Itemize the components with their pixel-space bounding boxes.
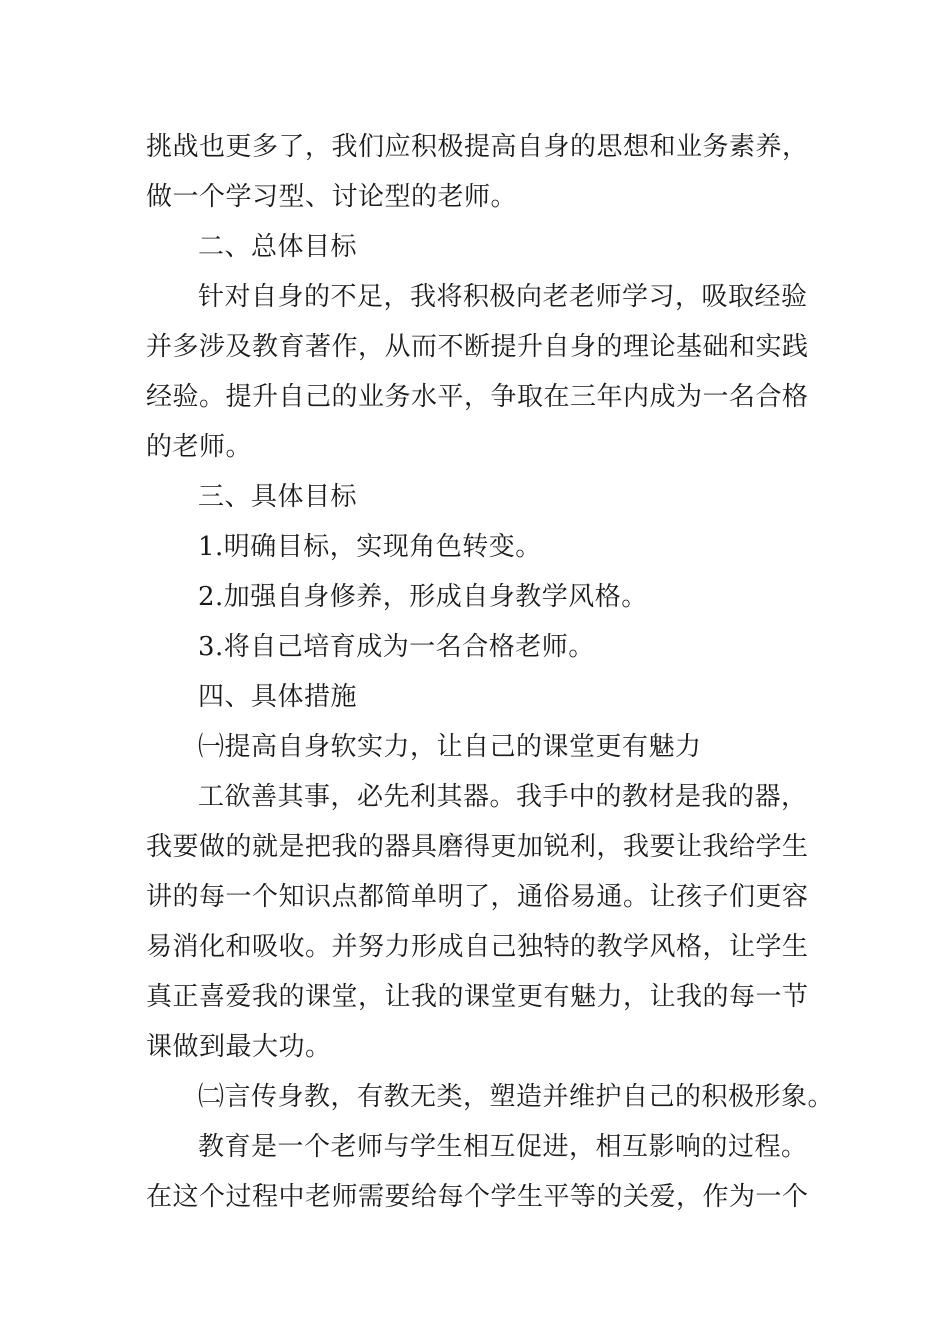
text-line: 教育是一个老师与学生相互促进，相互影响的过程。 [198,1132,808,1162]
text-line: 做一个学习型、讨论型的老师。 [146,182,518,212]
subsection-heading: ㈠提高自身软实力，让自己的课堂更有魅力 [198,732,702,762]
text-line: 课做到最大功。 [146,1032,332,1062]
text-line: 我要做的就是把我的器具磨得更加锐利，我要让我给学生 [146,832,809,862]
text-line: 在这个过程中老师需要给每个学生平等的关爱，作为一个 [146,1182,809,1212]
text-line: 易消化和吸收。并努力形成自己独特的教学风格，让学生 [146,932,809,962]
list-item: 3.将自己培育成为一名合格老师。 [198,632,595,662]
list-item: 1.明确目标，实现角色转变。 [198,532,542,562]
text-line: 真正喜爱我的课堂，让我的课堂更有魅力，让我的每一节 [146,982,809,1012]
section-heading: 四、具体措施 [198,682,358,712]
text-line: 针对自身的不足，我将积极向老老师学习，吸取经验 [198,282,808,312]
text-line: 工欲善其事，必先利其器。我手中的教材是我的器， [198,782,808,812]
list-item: 2.加强自身修养，形成自身教学风格。 [198,582,648,612]
text-line: 讲的每一个知识点都简单明了，通俗易通。让孩子们更容 [146,882,809,912]
text-line: 并多涉及教育著作，从而不断提升自身的理论基础和实践 [146,332,809,362]
text-line: 经验。提升自己的业务水平，争取在三年内成为一名合格 [146,382,809,412]
section-heading: 三、具体目标 [198,482,358,512]
text-line: 的老师。 [146,432,253,462]
section-heading: 二、总体目标 [198,232,358,262]
subsection-heading: ㈡言传身教，有教无类，塑造并维护自己的积极形象。 [198,1082,835,1112]
text-line: 挑战也更多了，我们应积极提高自身的思想和业务素养， [146,132,809,162]
